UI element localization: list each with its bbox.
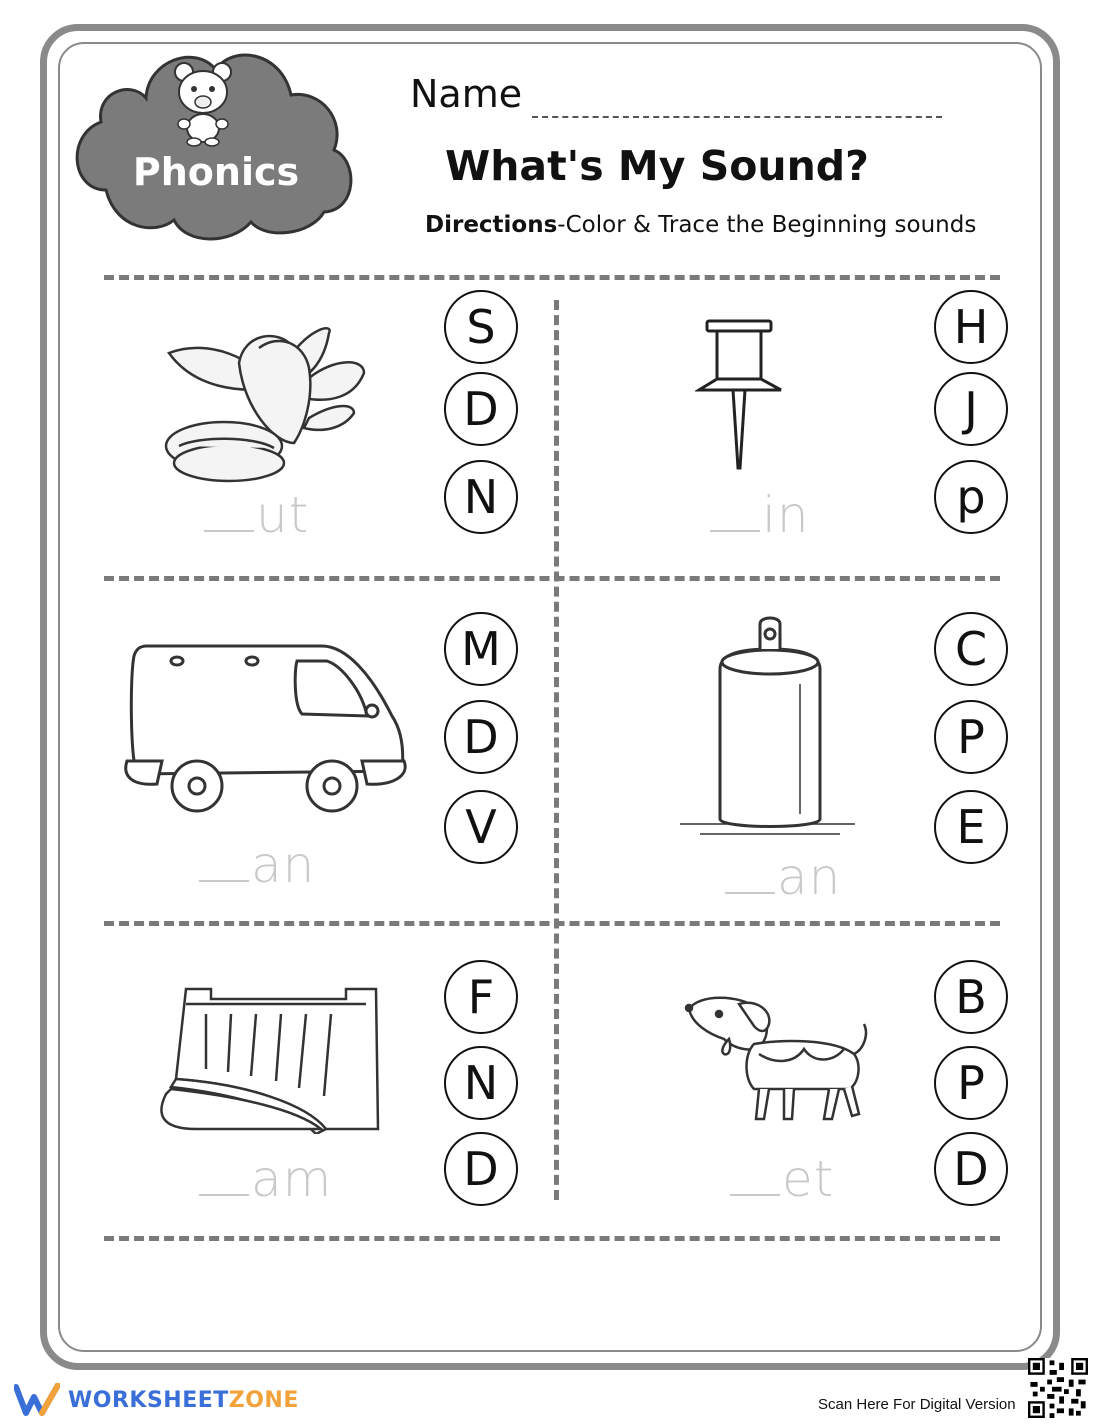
item-cell: [104, 960, 544, 1220]
directions-label: Directions: [425, 212, 558, 238]
letter-choices: [444, 290, 524, 540]
letter-choices: [444, 612, 524, 872]
letter-choice[interactable]: D: [444, 1132, 518, 1206]
letter-choice[interactable]: S: [444, 290, 518, 364]
scan-instruction: Scan Here For Digital Version: [818, 1396, 1016, 1413]
letter-choices: [934, 290, 1014, 540]
divider-bottom: [104, 1236, 1000, 1241]
trace-ending: an: [251, 836, 316, 894]
soda-can-icon: [680, 614, 860, 839]
worksheetzone-w-icon: [14, 1383, 60, 1417]
blank-line: [199, 878, 249, 882]
worksheet-title: What's My Sound?: [445, 142, 869, 190]
item-cell: [580, 290, 1020, 570]
trace-ending: am: [251, 1150, 333, 1208]
letter-choice[interactable]: p: [934, 460, 1008, 534]
letter-choice[interactable]: H: [934, 290, 1008, 364]
letter-choice[interactable]: D: [444, 700, 518, 774]
directions-text: -Color & Trace the Beginning sounds: [557, 212, 977, 238]
pistachio-icon: [159, 318, 369, 488]
qr-code-icon[interactable]: [1028, 1358, 1088, 1418]
phonics-cloud-badge: [66, 40, 358, 244]
letter-choices: [934, 960, 1014, 1210]
letter-choices: [934, 612, 1014, 872]
phonics-badge-label: Phonics: [132, 150, 300, 194]
blank-line: [199, 1192, 249, 1196]
letter-choices: [444, 960, 524, 1210]
name-label: Name: [410, 72, 523, 116]
trace-word[interactable]: [204, 486, 309, 544]
blank-line: [204, 528, 254, 532]
letter-choice[interactable]: D: [444, 372, 518, 446]
blank-line: [725, 890, 775, 894]
trace-word[interactable]: [199, 1150, 332, 1208]
letter-choice[interactable]: P: [934, 700, 1008, 774]
blank-line: [710, 528, 760, 532]
blank-line: [730, 1192, 780, 1196]
letter-choice[interactable]: F: [444, 960, 518, 1034]
worksheetzone-logo[interactable]: [14, 1383, 299, 1417]
trace-word[interactable]: [199, 836, 315, 894]
letter-choice[interactable]: P: [934, 1046, 1008, 1120]
divider-center: [554, 300, 559, 1200]
trace-ending: ut: [256, 486, 310, 544]
letter-choice[interactable]: D: [934, 1132, 1008, 1206]
letter-choice[interactable]: M: [444, 612, 518, 686]
brand-name: WORKSHEETZONE: [68, 1387, 299, 1413]
letter-choice[interactable]: B: [934, 960, 1008, 1034]
divider-top: [104, 275, 1000, 280]
letter-choice[interactable]: N: [444, 460, 518, 534]
letter-choice[interactable]: V: [444, 790, 518, 864]
push-pin-icon: [695, 318, 785, 473]
trace-word[interactable]: [710, 486, 810, 544]
item-cell: [104, 610, 544, 910]
letter-choice[interactable]: J: [934, 372, 1008, 446]
letter-choice[interactable]: E: [934, 790, 1008, 864]
trace-ending: et: [782, 1150, 835, 1208]
dog-icon: [684, 994, 884, 1124]
trace-ending: in: [762, 486, 810, 544]
van-icon: [122, 636, 412, 816]
divider-row-1: [104, 576, 1000, 581]
item-cell: [580, 960, 1020, 1220]
item-cell: [104, 290, 544, 570]
trace-word[interactable]: [730, 1150, 834, 1208]
dam-icon: [156, 984, 386, 1134]
letter-choice[interactable]: N: [444, 1046, 518, 1120]
directions: [425, 212, 976, 238]
divider-row-2: [104, 921, 1000, 926]
trace-ending: an: [777, 848, 842, 906]
name-write-line[interactable]: [532, 116, 942, 118]
trace-word[interactable]: [725, 848, 841, 906]
letter-choice[interactable]: C: [934, 612, 1008, 686]
item-cell: [580, 610, 1020, 910]
